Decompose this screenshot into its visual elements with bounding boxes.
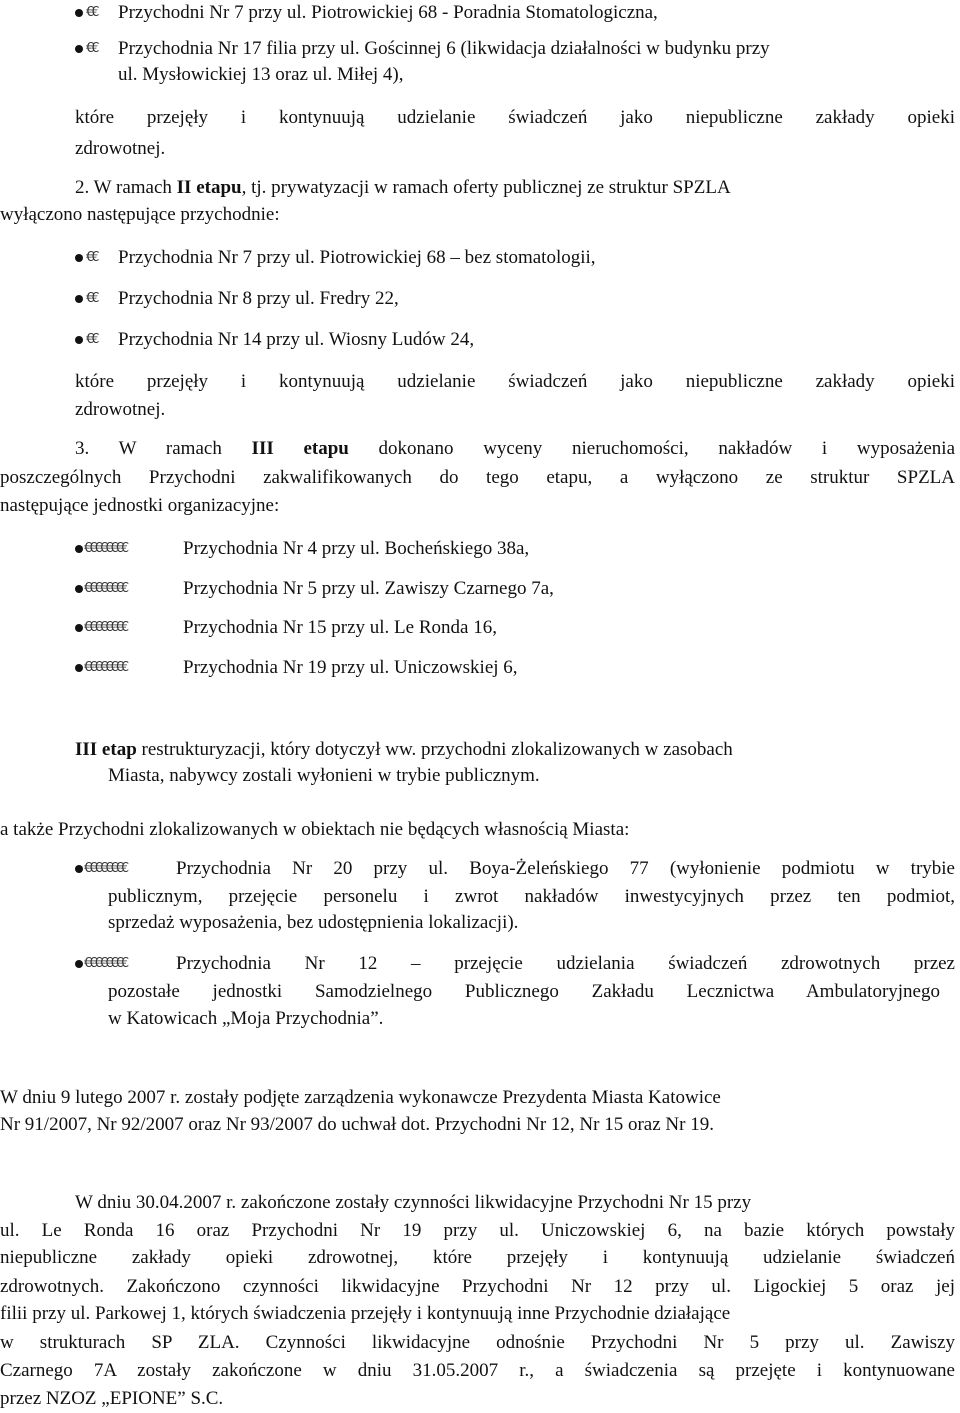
list-item-continuation: publicznym, przejęcie personelu i zwrot nakładów inwestycyjnych przez ten podmiot, <box>108 886 955 907</box>
section-heading-line: poszczególnych Przychodni zakwalifikowanych do tego etapu, a wyłączono ze struktur SPZLA <box>0 467 955 488</box>
paragraph-line: przez NZOZ „EPIONE” S.C. <box>0 1388 224 1409</box>
bullet-icon <box>75 865 83 873</box>
list-marker-icon: €€€€€€€€ <box>84 861 127 876</box>
paragraph-line: ul. Le Ronda 16 oraz Przychodni Nr 19 przy ul. Uniczowskiej 6, na bazie których powstały <box>0 1220 955 1241</box>
paragraph-line: które przejęły i kontynuują udzielanie świadczeń jako niepubliczne zakłady opieki <box>75 371 955 392</box>
list-item: Przychodnia Nr 19 przy ul. Uniczowskiej 6, <box>183 657 518 678</box>
bullet-icon <box>75 9 83 17</box>
paragraph-line: W dniu 30.04.2007 r. zakończone zostały czynności likwidacyjne Przychodni Nr 15 przy <box>75 1192 752 1213</box>
bullet-icon <box>75 295 83 303</box>
paragraph-line: Nr 91/2007, Nr 92/2007 oraz Nr 93/2007 do uchwał dot. Przychodni Nr 12, Nr 15 oraz Nr 19. <box>0 1114 714 1135</box>
list-item-continuation: ul. Mysłowickiej 13 oraz ul. Miłej 4), <box>118 64 404 85</box>
section-heading: 3. W ramach III etapu dokonano wyceny nieruchomości, nakładów i wyposażenia <box>75 438 955 459</box>
list-item-continuation: w Katowicach „Moja Przychodnia”. <box>108 1008 384 1029</box>
list-marker-icon: €€ <box>86 332 97 347</box>
list-marker-icon: €€€€€€€€ <box>84 581 127 596</box>
bullet-icon <box>75 624 83 632</box>
list-item: Przychodnia Nr 7 przy ul. Piotrowickiej 68 – bez stomatologii, <box>118 247 596 268</box>
list-item: Przychodnia Nr 4 przy ul. Bocheńskiego 38a, <box>183 538 530 559</box>
section-heading-line: następujące jednostki organizacyjne: <box>0 495 280 516</box>
paragraph-line: które przejęły i kontynuują udzielanie świadczeń jako niepubliczne zakłady opieki <box>75 107 955 128</box>
bullet-icon <box>75 545 83 553</box>
paragraph-line: zdrowotnej. <box>75 138 166 159</box>
bullet-icon <box>75 336 83 344</box>
list-marker-icon: €€ <box>86 5 97 20</box>
paragraph-line: Czarnego 7A zostały zakończone w dniu 31.05.2007 r., a świadczenia są przejęte i kontynuowane <box>0 1360 955 1381</box>
list-marker-icon: €€ <box>86 291 97 306</box>
list-item-continuation: pozostałe jednostki Samodzielnego Publicznego Zakładu Lecznictwa Ambulatoryjnego <box>108 981 940 1002</box>
paragraph-line: zdrowotnej. <box>75 399 166 420</box>
bullet-icon <box>75 45 83 53</box>
list-item-continuation: sprzedaż wyposażenia, bez udostępnienia lokalizacji). <box>108 912 519 933</box>
list-marker-icon: €€€€€€€€ <box>84 541 127 556</box>
bullet-icon <box>75 664 83 672</box>
summary-line: III etap restrukturyzacji, który dotyczył ww. przychodni zlokalizowanych w zasobach <box>75 739 733 760</box>
list-marker-icon: €€€€€€€€ <box>84 956 127 971</box>
paragraph-line: niepubliczne zakłady opieki zdrowotnej, które przejęły i kontynuują udzielanie świadczeń <box>0 1247 955 1268</box>
list-marker-icon: €€€€€€€€ <box>84 620 127 635</box>
bullet-icon <box>75 254 83 262</box>
paragraph-line: zdrowotnych. Zakończono czynności likwidacyjne Przychodni Nr 12 przy ul. Ligockiej 5 oraz jej <box>0 1276 955 1297</box>
paragraph-line: W dniu 9 lutego 2007 r. zostały podjęte zarządzenia wykonawcze Prezydenta Miasta Katowice <box>0 1087 721 1108</box>
summary-line: Miasta, nabywcy zostali wyłonieni w trybie publicznym. <box>108 765 540 786</box>
bullet-icon <box>75 960 83 968</box>
list-item: Przychodnia Nr 14 przy ul. Wiosny Ludów 24, <box>118 329 475 350</box>
section-heading: 2. W ramach II etapu, tj. prywatyzacji w ramach oferty publicznej ze struktur SPZLA <box>75 177 731 198</box>
list-item: Przychodnia Nr 20 przy ul. Boya-Żeleńskiego 77 (wyłonienie podmiotu w trybie <box>176 858 955 879</box>
list-item: Przychodnia Nr 8 przy ul. Fredry 22, <box>118 288 399 309</box>
paragraph-line: filii przy ul. Parkowej 1, których świadczenia przejęły i kontynuują inne Przychodnie działające <box>0 1303 731 1324</box>
list-marker-icon: €€ <box>86 41 97 56</box>
list-item: Przychodnia Nr 15 przy ul. Le Ronda 16, <box>183 617 497 638</box>
list-marker-icon: €€€€€€€€ <box>84 660 127 675</box>
section-heading-line: wyłączono następujące przychodnie: <box>0 204 280 225</box>
bullet-icon <box>75 585 83 593</box>
list-item: Przychodnia Nr 17 filia przy ul. Gościnnej 6 (likwidacja działalności w budynku przy <box>118 38 770 59</box>
paragraph-line: a także Przychodni zlokalizowanych w obiektach nie będących własnością Miasta: <box>0 819 630 840</box>
list-item: Przychodnia Nr 5 przy ul. Zawiszy Czarnego 7a, <box>183 578 554 599</box>
paragraph-line: w strukturach SP ZLA. Czynności likwidacyjne odnośnie Przychodni Nr 5 przy ul. Zawiszy <box>0 1332 955 1353</box>
list-item: Przychodni Nr 7 przy ul. Piotrowickiej 68 - Poradnia Stomatologiczna, <box>118 2 658 23</box>
list-item: Przychodnia Nr 12 – przejęcie udzielania świadczeń zdrowotnych przez <box>176 953 955 974</box>
list-marker-icon: €€ <box>86 250 97 265</box>
